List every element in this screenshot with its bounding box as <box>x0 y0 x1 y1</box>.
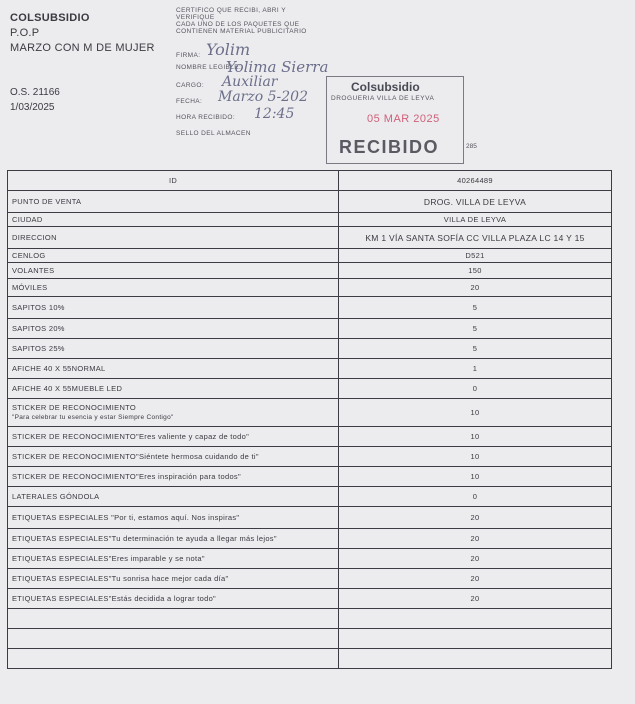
cert-line-2: VERIFIQUE <box>176 14 215 21</box>
row-label: STICKER DE RECONOCIMIENTO"Eres inspiración para todos" <box>8 467 339 487</box>
table-row <box>8 319 612 339</box>
empty-row <box>8 609 612 629</box>
row-label: STICKER DE RECONOCIMIENTO"Eres valiente y capaz de todo" <box>8 427 339 447</box>
row-value: 10 <box>339 399 612 427</box>
row-label: ID <box>8 171 339 191</box>
firma-label: FIRMA: <box>176 52 201 59</box>
table-row <box>8 249 612 263</box>
row-value: 5 <box>339 319 612 339</box>
stamp-recibido: RECIBIDO <box>339 137 440 157</box>
table-row <box>8 427 612 447</box>
row-label: STICKER DE RECONOCIMIENTO"Siéntete hermosa cuidando de ti" <box>8 447 339 467</box>
row-value: 20 <box>339 589 612 609</box>
stamp-date: 05 MAR 2025 <box>367 113 440 125</box>
row-value: 5 <box>339 339 612 359</box>
row-label: AFICHE 40 X 55MUEBLE LED <box>8 379 339 399</box>
table-row <box>8 191 612 213</box>
materials-table <box>7 170 612 669</box>
sello-label: SELLO DEL ALMACEN <box>176 130 251 137</box>
row-value: 10 <box>339 447 612 467</box>
empty-cell <box>339 649 612 669</box>
row-label: ETIQUETAS ESPECIALES"Tu determinación te ayuda a llegar más lejos" <box>8 529 339 549</box>
row-value: 10 <box>339 427 612 447</box>
row-label: AFICHE 40 X 55NORMAL <box>8 359 339 379</box>
table-row <box>8 549 612 569</box>
row-label: SAPITOS 25% <box>8 339 339 359</box>
handwritten-cargo: Auxiliar <box>222 74 278 90</box>
row-label: CIUDAD <box>8 213 339 227</box>
row-label: ETIQUETAS ESPECIALES"Estás decidida a lograr todo" <box>8 589 339 609</box>
row-label: PUNTO DE VENTA <box>8 191 339 213</box>
signature: Yolim <box>206 40 251 59</box>
row-label: LATERALES GÓNDOLA <box>8 487 339 507</box>
empty-row <box>8 649 612 669</box>
cert-line-1: CERTIFICO QUE RECIBI, ABRI Y <box>176 7 286 14</box>
row-value: 40264489 <box>339 171 612 191</box>
table-row <box>8 227 612 249</box>
row-label: MÓVILES <box>8 279 339 297</box>
table-row <box>8 379 612 399</box>
stamp-logo: Colsubsidio <box>351 80 420 94</box>
row-value: D521 <box>339 249 612 263</box>
cert-line-4: CONTIENEN MATERIAL PUBLICITARIO <box>176 28 307 35</box>
table-row <box>8 279 612 297</box>
table-row <box>8 447 612 467</box>
table-row <box>8 171 612 191</box>
table-row <box>8 297 612 319</box>
row-value: 20 <box>339 549 612 569</box>
row-label: ETIQUETAS ESPECIALES"Tu sonrisa hace mejor cada día" <box>8 569 339 589</box>
row-value: 20 <box>339 529 612 549</box>
row-label: SAPITOS 20% <box>8 319 339 339</box>
order-number: O.S. 21166 <box>10 87 60 98</box>
empty-cell <box>8 629 339 649</box>
row-value: 20 <box>339 569 612 589</box>
row-value: 0 <box>339 379 612 399</box>
handwritten-fecha: Marzo 5-202 <box>218 89 308 105</box>
material-type: P.O.P <box>10 27 40 39</box>
fecha-label: FECHA: <box>176 98 203 105</box>
row-value: VILLA DE LEYVA <box>339 213 612 227</box>
row-value: 150 <box>339 263 612 279</box>
row-value: 10 <box>339 467 612 487</box>
table-row <box>8 569 612 589</box>
row-value: KM 1 VÍA SANTA SOFÍA CC VILLA PLAZA LC 14 Y 15 <box>339 227 612 249</box>
table-row <box>8 399 612 427</box>
handwritten-name: Yolima Sierra <box>226 58 329 76</box>
order-date: 1/03/2025 <box>10 102 55 113</box>
handwritten-hora: 12:45 <box>254 106 295 122</box>
row-value: 5 <box>339 297 612 319</box>
stamp-store: DROGUERIA VILLA DE LEYVA <box>331 95 435 102</box>
empty-cell <box>8 609 339 629</box>
hora-label: HORA RECIBIDO: <box>176 114 236 121</box>
table-row <box>8 263 612 279</box>
row-value: 20 <box>339 507 612 529</box>
table-row <box>8 487 612 507</box>
row-label: CENLOG <box>8 249 339 263</box>
row-value: 20 <box>339 279 612 297</box>
row-value: 1 <box>339 359 612 379</box>
empty-cell <box>339 629 612 649</box>
company-name: COLSUBSIDIO <box>10 12 90 24</box>
cargo-label: CARGO: <box>176 82 205 89</box>
row-value: 0 <box>339 487 612 507</box>
row-value: DROG. VILLA DE LEYVA <box>339 191 612 213</box>
stamp-code: 285 <box>466 143 477 150</box>
row-label-sub: "Para celebrar tu esencia y estar Siempre Contigo" <box>12 413 174 421</box>
row-label: DIRECCION <box>8 227 339 249</box>
table-row <box>8 213 612 227</box>
table-row <box>8 467 612 487</box>
empty-row <box>8 629 612 649</box>
cert-line-3: CADA UNO DE LOS PAQUETES QUE <box>176 21 300 28</box>
row-label: ETIQUETAS ESPECIALES "Por ti, estamos aquí. Nos inspiras" <box>8 507 339 529</box>
empty-cell <box>339 609 612 629</box>
certificate-text <box>176 7 307 35</box>
nombre-label: NOMBRE LEGIBLE: <box>176 64 242 71</box>
table-row <box>8 339 612 359</box>
table-row <box>8 529 612 549</box>
row-label: VOLANTES <box>8 263 339 279</box>
header-block <box>10 12 155 55</box>
table-row <box>8 507 612 529</box>
row-label: ETIQUETAS ESPECIALES"Eres imparable y se nota" <box>8 549 339 569</box>
row-label: SAPITOS 10% <box>8 297 339 319</box>
table-row <box>8 359 612 379</box>
row-label-main: STICKER DE RECONOCIMIENTO <box>12 402 137 412</box>
table-row <box>8 589 612 609</box>
campaign-name: MARZO CON M DE MUJER <box>10 42 155 54</box>
row-label <box>8 399 339 427</box>
received-stamp <box>326 76 464 164</box>
order-block <box>10 86 60 114</box>
empty-cell <box>8 649 339 669</box>
